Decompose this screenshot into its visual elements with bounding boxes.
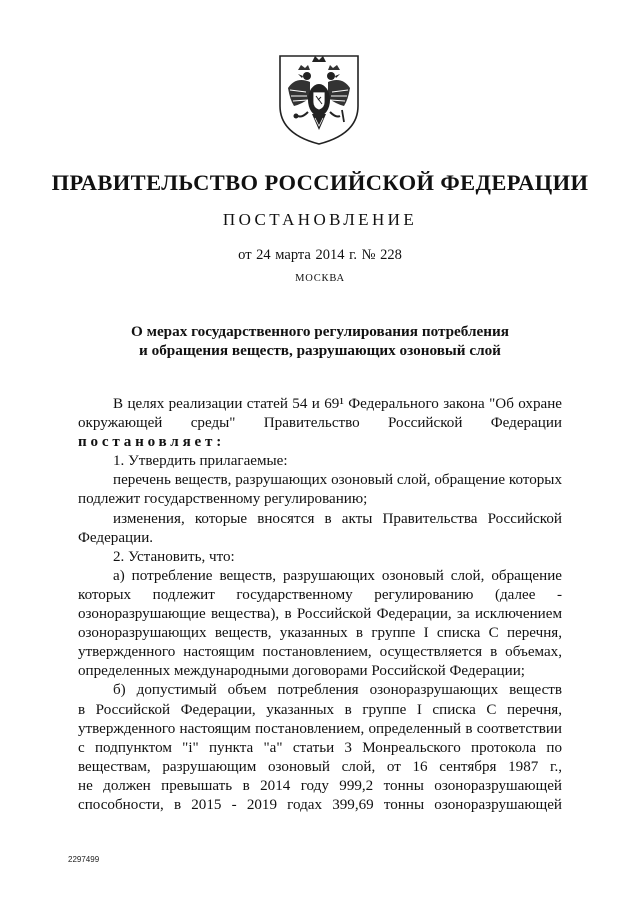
body-line: с подпунктом "i" пункта "а" статьи 3 Монреальского протокола по — [78, 739, 562, 756]
body-line: в Российской Федерации, указанных в группе I списка С перечня, — [78, 701, 562, 718]
body-line: подлежит государственному регулированию; — [78, 491, 368, 508]
document-date-number: от 24 марта 2014 г. № 228 — [238, 247, 402, 263]
body-line: озоноразрушающих веществ, указанных в группе I списка С перечня, — [78, 625, 562, 642]
body-line — [78, 433, 562, 452]
body-line: перечень веществ, разрушающих озоновый слой, обращение которых — [113, 472, 562, 489]
body-line: б) допустимый объем потребления озоноразрушающих веществ — [113, 682, 562, 699]
document-heading — [90, 322, 550, 360]
document-code: 2297499 — [68, 855, 100, 864]
document-type: ПОСТАНОВЛЕНИЕ — [222, 210, 418, 229]
body-line: озоноразрушающие вещества), в Российской Федерации, за исключением — [78, 606, 562, 623]
body-line: которых подлежит государственному регулированию (далее - — [78, 586, 562, 603]
body-line: не должен превышать в 2014 году 999,2 тонны озоноразрушающей — [78, 777, 562, 794]
body-line: изменения, которые вносятся в акты Правительства Российской — [113, 510, 562, 527]
body-line: определенных международными договорами Российской Федерации; — [78, 663, 525, 680]
body-line: В целях реализации статей 54 и 69¹ Федерального закона "Об охране — [113, 396, 562, 412]
body-line: утвержденного настоящим постановлением, осуществляется в объемах, — [78, 644, 562, 661]
government-title: ПРАВИТЕЛЬСТВО РОССИЙСКОЙ ФЕДЕРАЦИИ — [51, 170, 589, 195]
body-line: а) потребление веществ, разрушающих озоновый слой, обращение — [113, 567, 562, 584]
body-line: Федерации. — [78, 529, 154, 546]
body-line: 1. Утвердить прилагаемые: — [113, 453, 288, 470]
document-body — [78, 395, 562, 815]
body-line: утвержденного настоящим постановлением, определенный в соответствии — [78, 720, 562, 737]
heading-line: и обращения веществ, разрушающих озоновый слой — [139, 342, 501, 359]
body-line: веществам, разрушающим озоновый слой, от 16 сентября 1987 г., — [78, 758, 562, 775]
document-city: МОСКВА — [295, 273, 345, 284]
body-line: окружающей среды" Правительство Российской Федерации — [78, 415, 562, 432]
heading-line: О мерах государственного регулирования потребления — [130, 323, 509, 340]
coat-of-arms-icon — [274, 48, 364, 148]
resolves-word: постановляет: — [78, 434, 226, 451]
body-line: 2. Установить, что: — [113, 548, 235, 565]
body-line: способности, в 2015 - 2019 годах 399,69 тонны озоноразрушающей — [78, 796, 562, 813]
